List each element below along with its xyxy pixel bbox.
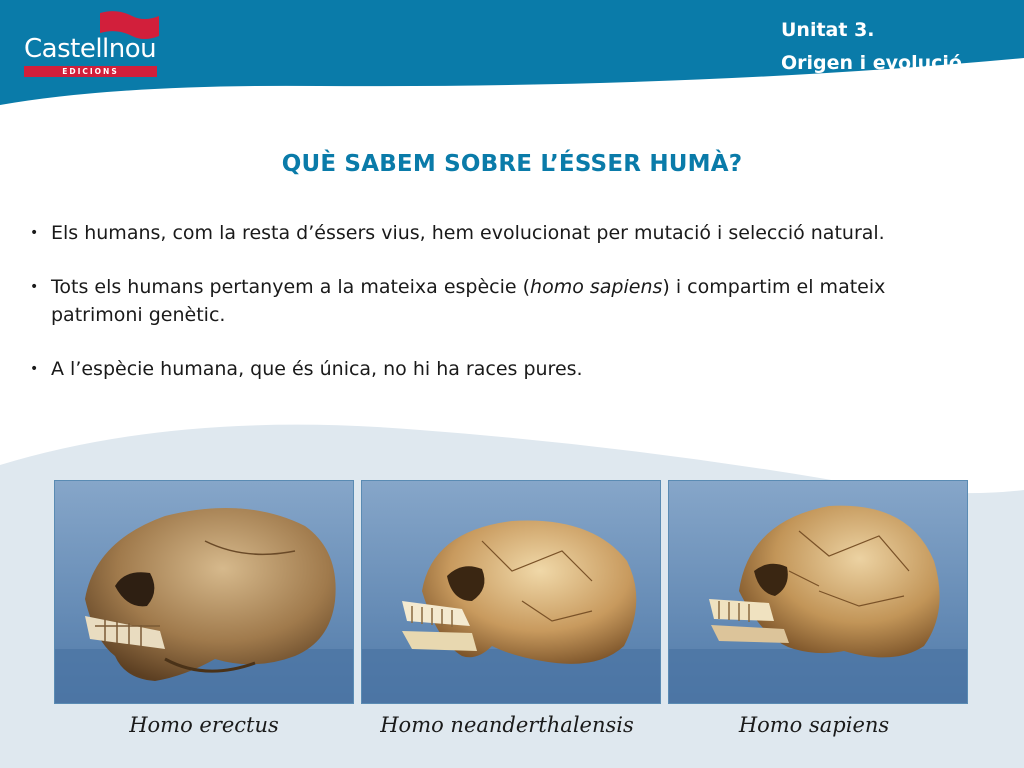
bullet-text: Els humans, com la resta d’éssers vius, hem evolucionat per mutació i selecció natural. xyxy=(51,222,885,244)
unit-title-line2: de l’ésser humà xyxy=(781,73,952,95)
logo-subtitle: EDICIONS xyxy=(24,66,157,77)
bullet-marker: • xyxy=(30,225,39,241)
bullet-item xyxy=(30,219,980,247)
skull-erectus-image xyxy=(55,481,354,704)
skull-neanderthalensis-image xyxy=(362,481,661,704)
publisher-logo[interactable] xyxy=(22,10,162,78)
bullet-text xyxy=(51,276,885,326)
unit-title-line1: Origen i evolució xyxy=(781,52,962,74)
bullet-text-part: ) i compartim el mateix patrimoni genètic. xyxy=(51,276,886,326)
bullet-text: A l’espècie humana, que és única, no hi ha races pures. xyxy=(51,358,583,380)
caption-neanderthalensis: Homo neanderthalensis xyxy=(380,713,634,737)
slide-title: QUÈ SABEM SOBRE L’ÉSSER HUMÀ? xyxy=(281,151,743,177)
skull-sapiens-image xyxy=(669,481,968,704)
caption-erectus: Homo erectus xyxy=(129,713,279,737)
skull-photo-erectus xyxy=(54,480,354,704)
bullet-text-part: Tots els humans pertanyem a la mateixa espècie ( xyxy=(51,276,531,298)
bullet-marker: • xyxy=(30,361,39,377)
bullet-list xyxy=(30,219,980,409)
skull-photo-sapiens xyxy=(668,480,968,704)
species-name: homo sapiens xyxy=(530,276,663,298)
skull-photo-neanderthalensis xyxy=(361,480,661,704)
unit-number: Unitat 3. xyxy=(781,19,875,41)
bullet-item xyxy=(30,273,980,329)
bullet-item xyxy=(30,355,980,383)
bullet-marker: • xyxy=(30,279,39,295)
logo-name: Castellnou xyxy=(24,34,157,64)
unit-heading xyxy=(781,20,962,95)
caption-sapiens: Homo sapiens xyxy=(738,713,890,737)
